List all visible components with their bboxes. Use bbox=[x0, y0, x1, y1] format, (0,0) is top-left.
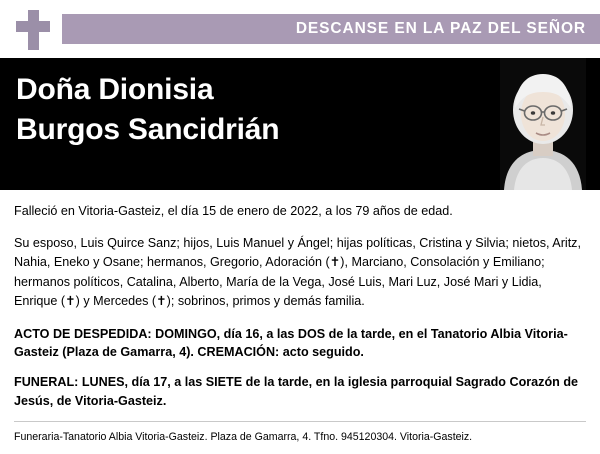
header-banner-text: DESCANSE EN LA PAZ DEL SEÑOR bbox=[295, 20, 586, 37]
cross-horizontal-bar bbox=[16, 21, 50, 32]
header-banner bbox=[62, 14, 600, 44]
cross-icon bbox=[16, 10, 50, 50]
cross-icon-area bbox=[0, 0, 62, 58]
footer-divider bbox=[14, 421, 586, 422]
funeral-home-footer: Funeraria-Tanatorio Albia Vitoria-Gasteiz. Plaza de Gamarra, 4. Tfno. 945120304. Vitoria-Gasteiz. bbox=[14, 431, 473, 444]
deceased-name-line-2: Burgos Sancidrián bbox=[16, 112, 280, 146]
header-band bbox=[0, 0, 600, 58]
farewell-act-text: ACTO DE DESPEDIDA: DOMINGO, día 16, a las DOS de la tarde, en el Tanatorio Albia Vitoria-Gasteiz (Plaza de Gamarra, 4). CREMACIÓN: acto seguido. bbox=[14, 326, 568, 360]
family-list-text: Su esposo, Luis Quirce Sanz; hijos, Luis Manuel y Ángel; hijas políticas, Cristina y Silvia; nietos, Aritz, Nahia, Eneko y Osane; hermanos, Gregorio, Adoración (✝), Marciano, Consolación y Emiliano; hermanos políticos, Catalina, Alberto, María de la Vega, José Luis, Mari Luz, José Mari y Lidia, Enrique (✝) y Mercedes (✝); sobrinos, primos y demás familia. bbox=[14, 235, 581, 309]
funeral-details-text: FUNERAL: LUNES, día 17, a las SIETE de la tarde, en la iglesia parroquial Sagrado Corazón de Jesús, de Vitoria-Gasteiz. bbox=[14, 375, 579, 409]
obituary-body bbox=[0, 190, 600, 411]
portrait-photo bbox=[500, 58, 586, 190]
deceased-name-block bbox=[0, 58, 600, 190]
death-notice-text: Falleció en Vitoria-Gasteiz, el día 15 de enero de 2022, a los 79 años de edad. bbox=[14, 204, 453, 218]
deceased-name-line-1: Doña Dionisia bbox=[16, 73, 214, 106]
